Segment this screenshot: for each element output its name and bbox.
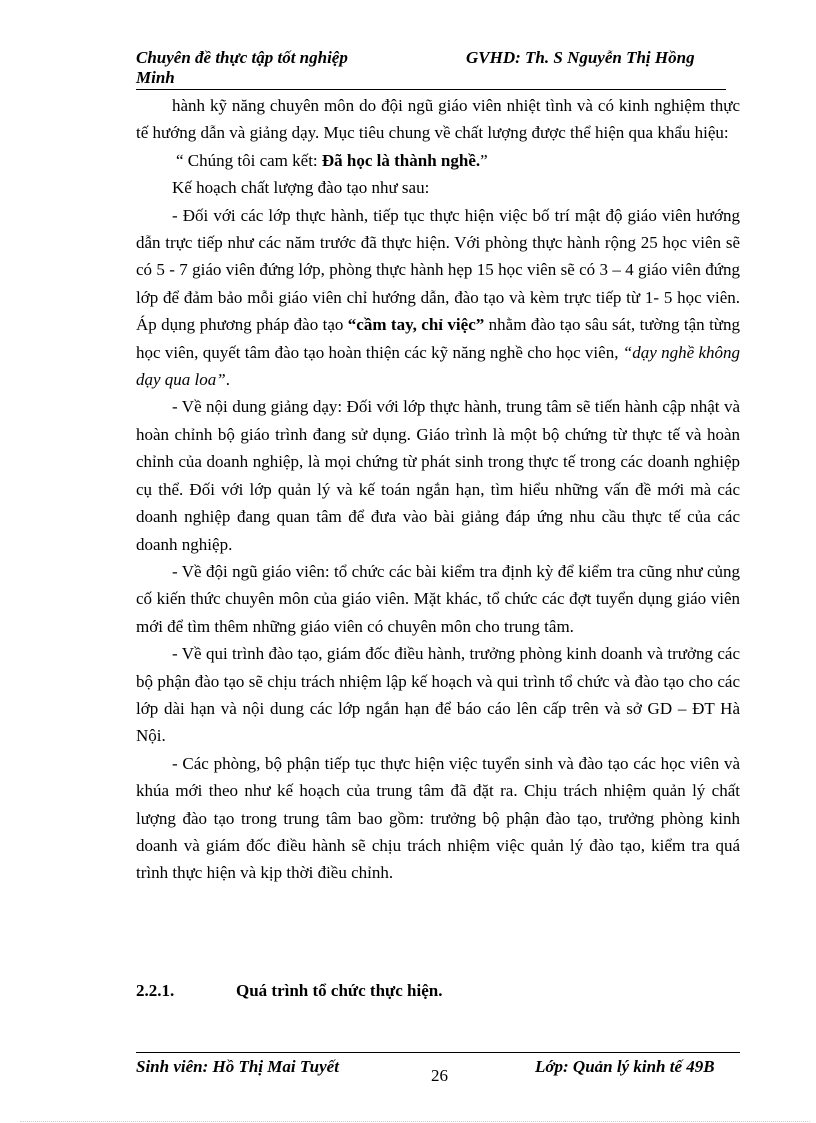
slogan-suffix: ” bbox=[480, 150, 488, 170]
practical-text-c: . bbox=[225, 370, 230, 390]
paragraph-teaching-content: - Về nội dung giảng dạy: Đối với lớp thực hành, trung tâm sẽ tiến hành cập nhật và hoàn chỉnh bộ giáo trình đang sử dụng. Giáo trình là một bộ chứng từ thực tế và hoàn chỉnh của doanh nghiệp, là mọi chứng từ phát sinh trong thực tế trong các doanh nghiệp cụ thể. Đối với lớp quản lý và kế toán ngắn hạn, tìm hiểu những vấn đề mới mà các doanh nghiệp đang quan tâm để đưa vào bài giảng đáp ứng nhu cầu thực tế của các doanh nghiệp. bbox=[136, 397, 740, 554]
slogan-prefix: “ Chúng tôi cam kết: bbox=[176, 150, 322, 170]
header-supervisor: GVHD: Th. S Nguyễn Thị Hồng bbox=[466, 48, 695, 67]
paragraph-intro: hành kỹ năng chuyên môn do đội ngũ giáo viên nhiệt tình và có kinh nghiệm thực tế hướng dẫn và giảng dạy. Mục tiêu chung về chất lượng được thể hiện qua khẩu hiệu: bbox=[136, 96, 740, 143]
section-title: Quá trình tổ chức thực hiện. bbox=[236, 981, 443, 1000]
footer-student: Sinh viên: Hồ Thị Mai Tuyết bbox=[136, 1057, 339, 1076]
practical-motto: “dạy nghề không dạy qua loa” bbox=[136, 342, 741, 390]
section-number: 2.2.1. bbox=[136, 981, 175, 1000]
page-number: 26 bbox=[431, 1066, 448, 1085]
header-report-title: Chuyên đề thực tập tốt nghiệp bbox=[136, 48, 348, 67]
paragraph-practical-classes bbox=[136, 202, 740, 394]
slogan-paragraph bbox=[136, 147, 740, 174]
footer-class: Lớp: Quản lý kinh tế 49B bbox=[535, 1057, 715, 1076]
page-boundary-line bbox=[20, 1121, 810, 1122]
paragraph-training-process: - Về qui trình đào tạo, giám đốc điều hành, trưởng phòng kinh doanh và trưởng các bộ phận đào tạo sẽ chịu trách nhiệm lập kế hoạch và qui trình tổ chức và đào tạo cho các lớp dài hạn và nội dung các lớp ngắn hạn để báo cáo lên cấp trên và sở GD – ĐT Hà Nội. bbox=[136, 644, 740, 746]
paragraph-plan-heading: Kế hoạch chất lượng đào tạo như sau: bbox=[172, 178, 430, 198]
paragraph-teaching-staff: - Về đội ngũ giáo viên: tổ chức các bài kiểm tra định kỳ để kiểm tra cũng như củng cố kiến thức chuyên môn của giáo viên. Mặt khác, tổ chức các đợt tuyển dụng giáo viên mới để tìm thêm những giáo viên có chuyên môn cho trung tâm. bbox=[136, 561, 740, 636]
paragraph-departments: - Các phòng, bộ phận tiếp tục thực hiện việc tuyển sinh và đào tạo các học viên và khúa mới theo như kế hoạch của trung tâm đã đặt ra. Chịu trách nhiệm quản lý chất lượng đào tạo trong trung tâm bao gồm: trưởng bộ phận đào tạo, trưởng phòng kinh doanh và giám đốc điều hành sẽ chịu trách nhiệm việc quản lý đào tạo, kiểm tra quá trình thực hiện và kịp thời điều chỉnh. bbox=[136, 753, 740, 883]
practical-method: “cầm tay, chỉ việc” bbox=[347, 315, 485, 335]
slogan-text: Đã học là thành nghề. bbox=[321, 150, 481, 170]
footer-rule bbox=[136, 1052, 740, 1053]
practical-text-b: nhằm đào tạo sâu sát, tường tận từng học viên, quyết tâm đào tạo hoàn thiện các kỹ năng nghề cho học viên, bbox=[136, 315, 741, 362]
practical-text-a: - Đối với các lớp thực hành, tiếp tục thực hiện việc bố trí mật độ giáo viên hướng dẫn trực tiếp như các năm trước đã thực hiện. Với phòng thực hành rộng 25 học viên sẽ có 5 - 7 giáo viên đứng lớp, phòng thực hành hẹp 15 học viên sẽ có 3 – 4 giáo viên đứng lớp để đảm bảo mỗi giáo viên chỉ hướng dẫn, đào tạo và kèm trực tiếp từ 1- 5 học viên. Áp dụng phương pháp đào tạo bbox=[136, 205, 740, 335]
header-report-title-continued: Minh bbox=[136, 68, 175, 87]
header-rule bbox=[136, 89, 726, 90]
document-body bbox=[136, 92, 740, 887]
page-header bbox=[136, 47, 726, 91]
